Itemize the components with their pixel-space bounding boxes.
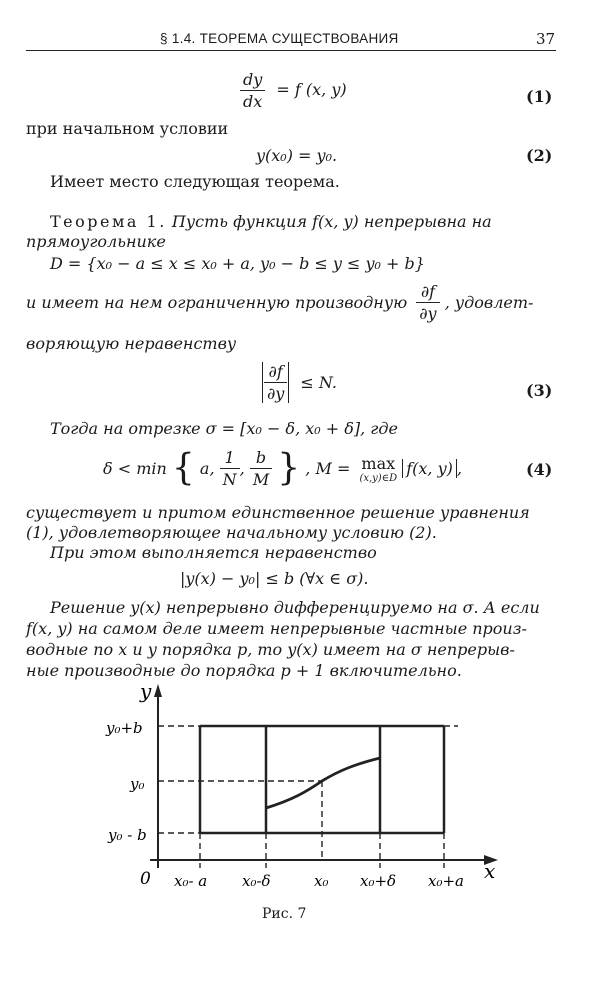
- y-tick-mid: y₀: [130, 775, 145, 793]
- eq2-label: (2): [526, 146, 553, 165]
- eq4-frac-1-num: 1: [220, 448, 240, 469]
- eq4-frac-1-den: N: [222, 470, 237, 489]
- running-title: § 1.4. ТЕОРЕМА СУЩЕСТВОВАНИЯ: [160, 31, 399, 46]
- eq4-abs: f(x, y): [402, 459, 457, 478]
- solution-line-1: Решение y(x) непрерывно дифференцируемо на σ. А если: [50, 598, 540, 617]
- x-tick-x0-plus-delta: x₀+δ: [360, 872, 397, 890]
- eq4-max-sub: (x,y)∈D: [359, 472, 398, 484]
- exists-line-2: (1), удовлетворяющее начальному условию (2).: [26, 523, 437, 542]
- x-tick-x0-minus-delta: x₀-δ: [242, 872, 271, 890]
- derivative-post: , удовлет-: [444, 293, 534, 312]
- eq1-label: (1): [526, 87, 553, 106]
- derivative-numerator: ∂f: [416, 282, 439, 303]
- y-axis-arrow: [154, 684, 162, 697]
- eq3-label: (3): [526, 381, 553, 400]
- eq4-max: max: [361, 453, 396, 473]
- page-number: 37: [536, 30, 556, 48]
- then-line: Тогда на отрезке σ = [x₀ − δ, x₀ + δ], где: [50, 419, 398, 438]
- theorem-word: Теорема 1.: [50, 212, 167, 231]
- x-tick-x0-plus-a: x₀+a: [428, 872, 464, 890]
- x-tick-x0: x₀: [314, 872, 329, 890]
- eq4-left-brace: {: [171, 447, 195, 489]
- solution-curve: [266, 758, 380, 808]
- eq4-frac-2-den: M: [252, 470, 270, 489]
- derivative-denominator: ∂y: [419, 304, 437, 323]
- eq4-tail: ,: [456, 459, 462, 478]
- solution-line-3: водные по x и y порядка p, то y(x) имеет на σ непрерыв-: [26, 640, 515, 659]
- eq3-numerator: ∂f: [264, 362, 287, 383]
- origin-label: 0: [140, 869, 151, 889]
- y-tick-bottom: y₀ - b: [108, 826, 147, 844]
- derivative-pre: и имеет на нем ограниченную производную: [26, 293, 408, 312]
- derivative-line-2: воряющую неравенству: [26, 334, 237, 353]
- theorem-line-2: прямоугольнике: [26, 232, 166, 251]
- equation-2: y(x₀) = y₀.: [256, 146, 338, 165]
- eq4-right-brace: }: [277, 447, 301, 489]
- inequality-intro: При этом выполняется неравенство: [50, 543, 377, 562]
- x-axis-label: x: [484, 859, 496, 883]
- inequality-formula: |y(x) − y₀| ≤ b (∀x ∈ σ).: [180, 569, 369, 588]
- eq4-lhs: δ < min: [103, 459, 167, 478]
- eq4-label: (4): [526, 460, 553, 479]
- exists-line-1: существует и притом единственное решение уравнения: [26, 503, 530, 522]
- y-tick-top: y₀+b: [106, 719, 143, 737]
- eq4-mid: , M =: [305, 459, 351, 478]
- eq1-denominator: dx: [243, 92, 263, 111]
- following-line: Имеет место следующая теорема.: [50, 172, 340, 191]
- eq4-a: a,: [199, 459, 215, 478]
- figure-caption: Рис. 7: [262, 906, 307, 922]
- solution-line-2: f(x, y) на самом деле имеет непрерывные частные произ-: [26, 619, 527, 638]
- eq1-rhs: = f (x, y): [276, 80, 347, 99]
- solution-line-4: ные производные до порядка p + 1 включительно.: [26, 661, 462, 680]
- eq1-numerator: dy: [240, 70, 265, 91]
- eq4-comma: ,: [239, 459, 245, 478]
- theorem-statement-1: Пусть функция f(x, y) непрерывна на: [171, 212, 492, 231]
- domain-d: D = {x₀ − a ≤ x ≤ x₀ + a, y₀ − b ≤ y ≤ y₀ + b}: [50, 254, 425, 273]
- eq3-denominator: ∂y: [267, 384, 285, 403]
- y-axis-label: y: [140, 679, 152, 703]
- eq3-rhs: ≤ N.: [300, 373, 337, 392]
- initial-condition-line: при начальном условии: [26, 119, 229, 138]
- x-tick-x0-minus-a: x₀- a: [174, 872, 208, 890]
- eq4-frac-2-num: b: [250, 448, 272, 469]
